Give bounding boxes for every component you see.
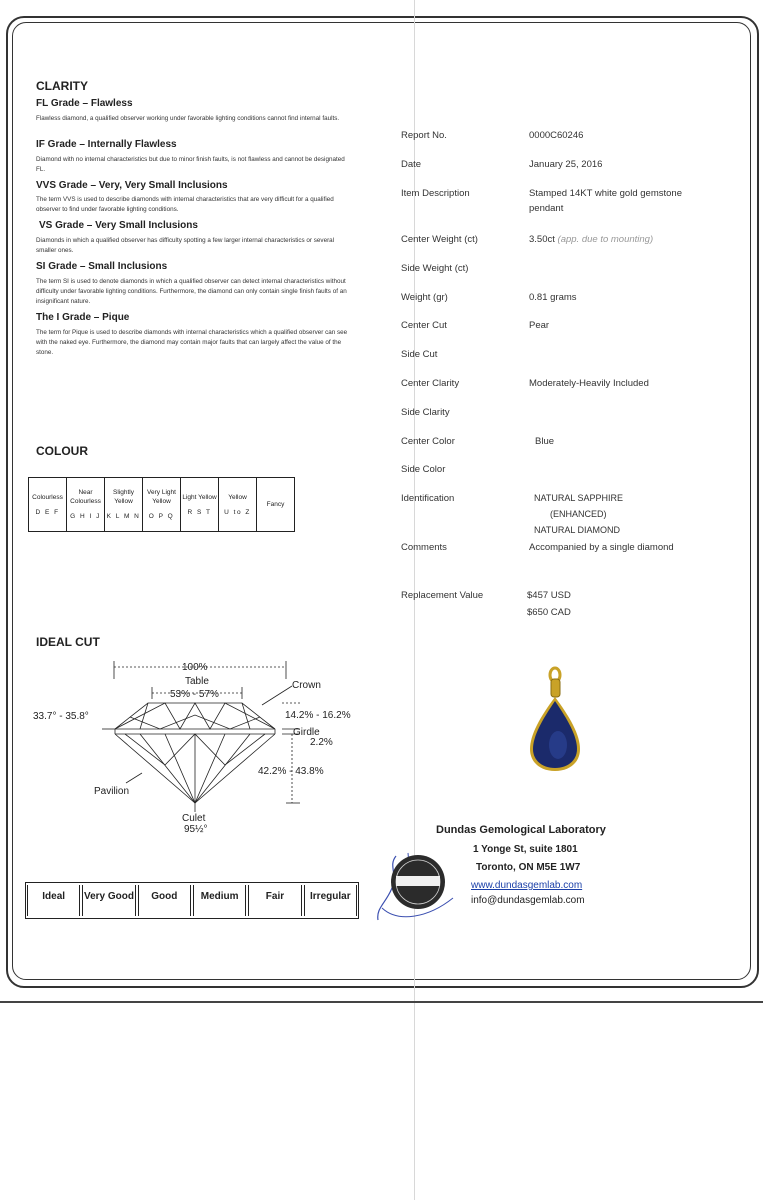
clarity-heading: CLARITY: [36, 79, 88, 93]
grade-si-desc: The term SI is used to denote diamonds in which a qualified observer can detect internal characteristics without difficulty under favorable lighting conditions. Furthermore, the diamond can only contain single finish faults of an insignificant nature.: [36, 278, 347, 305]
diagram-width-label: 100%: [182, 662, 208, 673]
lab-seal: [368, 848, 458, 928]
identification-value-3: NATURAL DIAMOND: [534, 525, 621, 535]
diagram-pavilion-label: Pavilion: [94, 786, 130, 797]
comments-value: Accompanied by a single diamond: [529, 542, 674, 553]
ideal-cut-heading: IDEAL CUT: [36, 635, 100, 649]
replacement-value-cad: $650 CAD: [527, 607, 571, 618]
date-label: Date: [401, 159, 422, 170]
diagram-table-label: Table: [185, 676, 209, 687]
lab-name: Dundas Gemological Laboratory: [436, 824, 606, 836]
cut-grade-cell: Irregular: [304, 885, 357, 916]
center-clarity-value: Moderately-Heavily Included: [529, 378, 649, 389]
diagram-pavilion-depth: 42.2% - 43.8%: [258, 766, 324, 777]
cut-grade-cell: Very Good: [82, 885, 135, 916]
center-color-label: Center Color: [401, 436, 455, 447]
diagram-girdle-label: Girdle: [293, 727, 320, 738]
pendant-photo: [522, 665, 592, 775]
colour-cell: Yellow U to Z: [219, 478, 257, 532]
identification-value-1: NATURAL SAPPHIRE: [534, 493, 624, 503]
diagram-crown-angle: 33.7° - 35.8°: [33, 711, 89, 722]
report-number-value: 0000C60246: [529, 130, 584, 141]
grade-vvs-title: VVS Grade – Very, Very Small Inclusions: [36, 180, 228, 191]
diagram-table-range: 53% - 57%: [170, 689, 219, 700]
grade-i-title: The I Grade – Pique: [36, 312, 130, 323]
cut-grade-cell: Medium: [193, 885, 246, 916]
grade-vs-title: VS Grade – Very Small Inclusions: [39, 220, 198, 231]
item-description-label: Item Description: [401, 188, 470, 199]
cut-grade-cell: Fair: [248, 885, 301, 916]
comments-label: Comments: [401, 542, 447, 553]
grade-if-title: IF Grade – Internally Flawless: [36, 139, 177, 150]
date-value: January 25, 2016: [529, 159, 603, 170]
diagram-girdle-value: 2.2%: [310, 737, 333, 748]
cut-grade-cell: Ideal: [27, 885, 80, 916]
item-description-value: Stamped 14KT white gold gemstone pendant: [529, 188, 682, 214]
center-clarity-label: Center Clarity: [401, 378, 460, 389]
grade-si-title: SI Grade – Small Inclusions: [36, 261, 168, 272]
replacement-value-usd: $457 USD: [527, 590, 571, 601]
grade-fl-desc: Flawless diamond, a qualified observer working under favorable lighting conditions cannot find internal faults.: [36, 115, 340, 122]
diagram-crown-height: 14.2% - 16.2%: [285, 710, 351, 721]
colour-scale-table: [28, 477, 295, 532]
side-clarity-label: Side Clarity: [401, 407, 450, 418]
page-bottom-rule: [0, 1001, 763, 1003]
diagram-culet-value: 95½°: [184, 824, 208, 835]
side-color-label: Side Color: [401, 464, 446, 475]
weight-value: 0.81 grams: [529, 292, 577, 303]
grade-if-desc: Diamond with no internal characteristics but due to minor finish faults, is not flawless and cannot be designated FL.: [36, 156, 345, 173]
diamond-diagram: [30, 655, 370, 835]
grade-i-desc: The term for Pique is used to describe diamonds with internal characteristics which a qualified observer can see with the naked eye. Furthermore, the diamond may contain major faults that can largely affect the value of the stone.: [36, 329, 348, 356]
grade-fl-title: FL Grade – Flawless: [36, 98, 133, 109]
grade-vs-desc: Diamonds in which a qualified observer has difficulty spotting a few larger internal characteristics or several smaller ones.: [36, 237, 335, 254]
center-weight-value: 3.50ct (app. due to mounting): [529, 234, 654, 245]
cut-grade-cell: Good: [138, 885, 191, 916]
lab-address-1: 1 Yonge St, suite 1801: [473, 844, 578, 855]
center-weight-label: Center Weight (ct): [401, 234, 478, 245]
colour-cell: Very Light Yellow O P Q: [143, 478, 181, 532]
colour-heading: COLOUR: [36, 444, 88, 458]
identification-label: Identification: [401, 493, 455, 504]
colour-cell: Light Yellow R S T: [181, 478, 219, 532]
center-weight-note: (app. due to mounting): [557, 234, 654, 245]
center-cut-label: Center Cut: [401, 320, 447, 331]
colour-cell: Fancy: [257, 478, 295, 532]
identification-value-2: (ENHANCED): [550, 509, 607, 519]
center-cut-value: Pear: [529, 320, 550, 331]
colour-cell: Near Colourless G H I J: [67, 478, 105, 532]
grade-vvs-desc: The term VVS is used to describe diamonds with internal characteristics that are very difficult for a qualified observer to find under favorable lighting conditions.: [36, 196, 334, 213]
report-number-label: Report No.: [401, 130, 447, 141]
replacement-value-label: Replacement Value: [401, 590, 484, 601]
diagram-culet-label: Culet: [182, 813, 206, 824]
side-weight-label: Side Weight (ct): [401, 263, 469, 274]
cut-grade-scale: [25, 882, 359, 919]
center-color-value: Blue: [535, 436, 555, 447]
colour-cell: Colourless D E F: [29, 478, 67, 532]
lab-address-2: Toronto, ON M5E 1W7: [476, 862, 581, 873]
weight-label: Weight (gr): [401, 292, 448, 303]
lab-email: info@dundasgemlab.com: [471, 895, 585, 906]
colour-cell: Slightly Yellow K L M N: [105, 478, 143, 532]
lab-website-link[interactable]: www.dundasgemlab.com: [471, 880, 583, 891]
diagram-crown-label: Crown: [292, 680, 321, 691]
side-cut-label: Side Cut: [401, 349, 438, 360]
